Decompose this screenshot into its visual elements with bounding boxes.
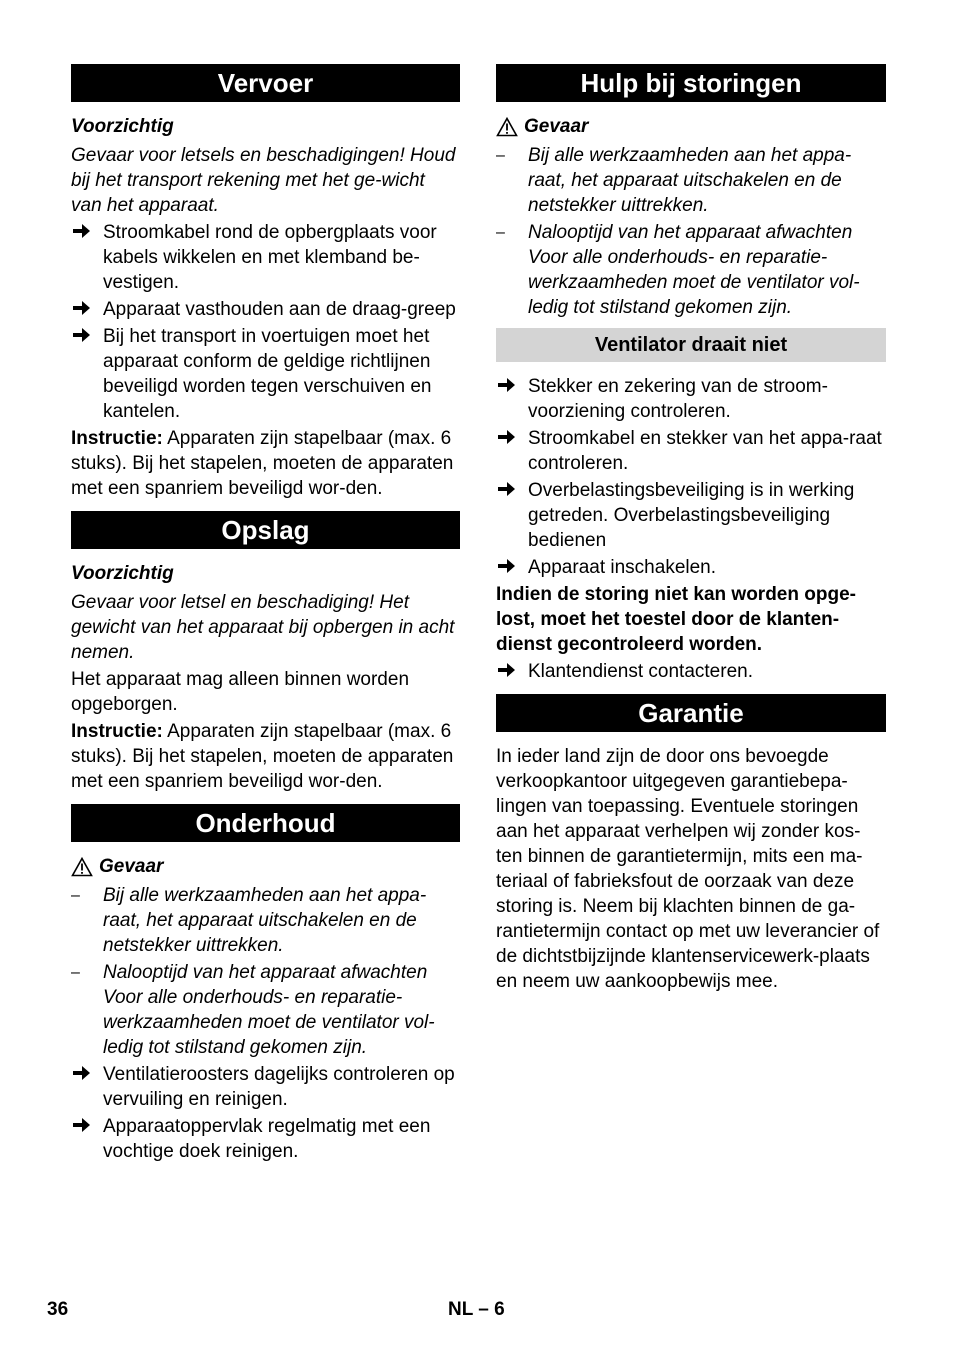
arrow-icon	[496, 659, 528, 684]
list-item-text: Klantendienst contacteren.	[528, 661, 753, 682]
storage-text: Het apparaat mag alleen binnen worden opgeborgen.	[71, 669, 410, 715]
danger-title-text: Gevaar	[99, 856, 164, 877]
dash-marker: –	[71, 964, 80, 981]
language-page-label: NL – 6	[448, 1299, 505, 1320]
arrow-icon	[71, 220, 103, 295]
instruction-list	[71, 1062, 460, 1164]
arrow-icon	[496, 426, 528, 476]
list-item	[496, 426, 886, 476]
list-item-text: Apparaatoppervlak regelmatig met een vochtige doek reinigen.	[103, 1116, 431, 1162]
list-item-text: Nalooptijd van het apparaat afwachten Voor alle onderhouds- en reparatie-werkzaamheden moet de ventilator vol-ledig tot stilstand gekomen zijn.	[103, 962, 435, 1058]
dash-list	[71, 883, 460, 1060]
service-notice: Indien de storing niet kan worden opge-lost, moet het toestel door de klanten-dienst gecontroleerd worden.	[496, 584, 856, 655]
arrow-icon	[496, 478, 528, 553]
danger-title-text: Gevaar	[524, 116, 589, 137]
list-item	[496, 478, 886, 553]
note-paragraph	[71, 719, 460, 794]
instruction-list	[496, 374, 886, 580]
list-item-text: Stroomkabel rond de opbergplaats voor kabels wikkelen en met klemband be-vestigen.	[103, 222, 437, 293]
list-item-text: Apparaat inschakelen.	[528, 557, 717, 578]
list-item	[71, 1114, 460, 1164]
subsection-title-ventilator: Ventilator draait niet	[496, 328, 886, 362]
instruction-list	[496, 659, 886, 684]
warning-title	[71, 114, 460, 139]
list-item-text: Overbelastingsbeveiliging is in werking getreden. Overbelastingsbeveiliging bedienen	[528, 480, 855, 551]
danger-title	[71, 854, 460, 879]
list-item	[71, 1062, 460, 1112]
list-item-text: Apparaat vasthouden aan de draag-greep	[103, 299, 456, 320]
list-item	[71, 297, 460, 322]
list-item	[496, 555, 886, 580]
section-title-garantie: Garantie	[496, 694, 886, 732]
list-item-text: Bij alle werkzaamheden aan het appa-raat, het apparaat uitschakelen en de netstekker uittrekken.	[528, 145, 852, 216]
note-label: Instructie:	[71, 428, 163, 449]
dash-marker: –	[71, 887, 80, 904]
warning-title	[71, 561, 460, 586]
list-item	[71, 883, 460, 958]
list-item	[71, 220, 460, 295]
right-column	[496, 64, 886, 996]
warning-text: Gevaar voor letsels en beschadigingen! Houd bij het transport rekening met het ge-wicht van het apparaat.	[71, 145, 456, 216]
left-column	[71, 64, 460, 1166]
dash-marker: –	[496, 224, 505, 241]
warranty-text: In ieder land zijn de door ons bevoegde verkoopkantoor uitgegeven garantiebepa-lingen van toepassing. Eventuele storingen aan het apparaat verhelpen wij zonder kos-ten binnen de garantietermijn, mits een ma-teriaal of fabrieksfout de oorzaak van deze storing is. Neem bij klachten binnen de ga-rantietermijn contact op met uw leverancier of de dichtstbijzijnde klantenservicewerk-plaats en neem uw aankoopbewijs mee.	[496, 746, 880, 992]
list-item	[496, 374, 886, 424]
dash-marker: –	[496, 147, 505, 164]
note-text: Apparaten zijn stapelbaar (max. 6 stuks). Bij het stapelen, moeten de apparaten met een spanriem beveiligd wor-den.	[71, 721, 454, 792]
note-paragraph	[71, 426, 460, 501]
note-text: Apparaten zijn stapelbaar (max. 6 stuks). Bij het stapelen, moeten de apparaten met een spanriem beveiligd wor-den.	[71, 428, 454, 499]
arrow-icon	[496, 374, 528, 424]
arrow-icon	[71, 1114, 103, 1164]
section-title-opslag: Opslag	[71, 511, 460, 549]
section-title-onderhoud: Onderhoud	[71, 804, 460, 842]
list-item	[71, 324, 460, 424]
instruction-list	[71, 220, 460, 424]
list-item	[71, 960, 460, 1060]
list-item-text: Stroomkabel en stekker van het appa-raat controleren.	[528, 428, 882, 474]
list-item-text: Ventilatieroosters dagelijks controleren op vervuiling en reinigen.	[103, 1064, 455, 1110]
list-item	[496, 143, 886, 218]
warning-text: Gevaar voor letsel en beschadiging! Het gewicht van het apparaat bij opbergen in acht nemen.	[71, 592, 455, 663]
list-item	[496, 659, 886, 684]
arrow-icon	[71, 297, 103, 322]
section-title-vervoer: Vervoer	[71, 64, 460, 102]
arrow-icon	[496, 555, 528, 580]
list-item	[496, 220, 886, 320]
list-item-text: Nalooptijd van het apparaat afwachten Voor alle onderhouds- en reparatie-werkzaamheden moet de ventilator vol-ledig tot stilstand gekomen zijn.	[528, 222, 860, 318]
warning-triangle-icon	[496, 117, 518, 137]
warning-title-text: Voorzichtig	[71, 563, 174, 584]
section-title-storingen: Hulp bij storingen	[496, 64, 886, 102]
arrow-icon	[71, 1062, 103, 1112]
warning-triangle-icon	[71, 857, 93, 877]
arrow-icon	[71, 324, 103, 424]
page-number: 36	[47, 1299, 69, 1320]
dash-list	[496, 143, 886, 320]
list-item-text: Bij het transport in voertuigen moet het apparaat conform de geldige richtlijnen beveiligd worden tegen verschuiven en kantelen.	[103, 326, 432, 422]
danger-title	[496, 114, 886, 139]
list-item-text: Stekker en zekering van de stroom-voorziening controleren.	[528, 376, 828, 422]
list-item-text: Bij alle werkzaamheden aan het appa-raat, het apparaat uitschakelen en de netstekker uittrekken.	[103, 885, 427, 956]
warning-title-text: Voorzichtig	[71, 116, 174, 137]
note-label: Instructie:	[71, 721, 163, 742]
